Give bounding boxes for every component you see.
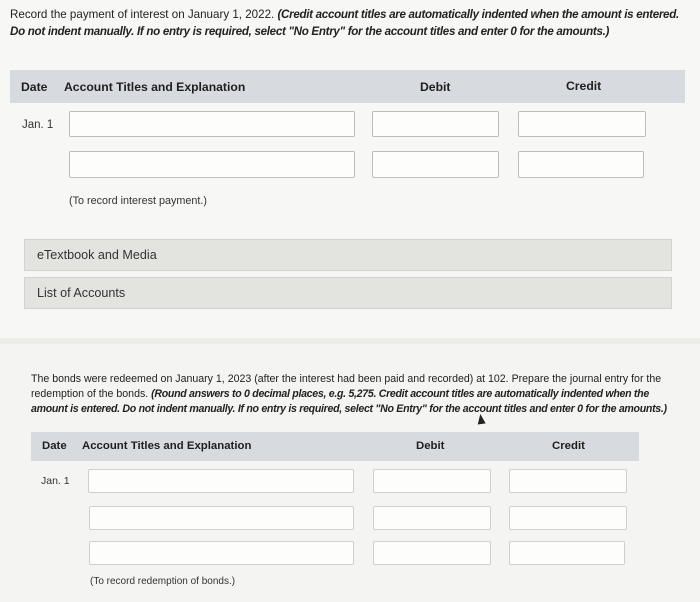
journal-table-header: [31, 432, 639, 461]
header-account-titles: Account Titles and Explanation: [64, 80, 246, 94]
account-title-input-3[interactable]: [89, 541, 354, 565]
debit-input-1[interactable]: [373, 469, 491, 493]
instruction-text: The bonds were redeemed on January 1, 2023 (after the interest had been paid and recorded) at 102. Prepare the journal entry for the redemption of the bonds.: [31, 373, 662, 400]
redemption-instructions: [31, 372, 671, 417]
credit-input-3[interactable]: [509, 541, 625, 565]
journal-table-header: [10, 70, 685, 103]
account-title-input-1[interactable]: [69, 111, 355, 137]
credit-input-2[interactable]: [518, 151, 644, 178]
header-account-titles: Account Titles and Explanation: [82, 440, 252, 452]
header-credit: Credit: [552, 440, 585, 452]
header-debit: Debit: [420, 80, 451, 94]
header-date: Date: [21, 80, 48, 94]
entry-date: Jan. 1: [41, 475, 70, 487]
credit-input-1[interactable]: [509, 469, 627, 493]
list-of-accounts-link[interactable]: List of Accounts: [24, 277, 672, 309]
entry-date: Jan. 1: [22, 119, 54, 131]
debit-input-1[interactable]: [372, 111, 499, 137]
redemption-entry-note: (To record redemption of bonds.): [90, 576, 236, 587]
debit-input-2[interactable]: [372, 151, 499, 178]
header-date: Date: [42, 440, 67, 452]
interest-instructions: [10, 6, 695, 40]
bond-redemption-panel: [0, 344, 700, 602]
debit-input-2[interactable]: [373, 506, 491, 530]
mouse-cursor-icon: [476, 413, 485, 424]
credit-input-2[interactable]: [509, 506, 627, 530]
account-title-input-1[interactable]: [88, 469, 354, 493]
interest-entry-note: (To record interest payment.): [69, 195, 208, 207]
instruction-emphasis: (Round answers to 0 decimal places, e.g. 5,275. Credit account titles are automatically indented when the amount is entered. Do not indent manually. If no entry is required, select "No Entry" for the account titles and enter 0 for the amounts.): [31, 388, 667, 415]
credit-input-1[interactable]: [518, 111, 646, 137]
header-debit: Debit: [416, 440, 445, 452]
debit-input-3[interactable]: [373, 541, 491, 565]
instruction-emphasis: (Credit account titles are automatically indented when the amount is entered. Do not indent manually. If no entry is required, select "No Entry" for the account titles and enter 0 for the amounts.): [10, 8, 679, 38]
header-credit: Credit: [566, 79, 602, 93]
etextbook-media-link[interactable]: eTextbook and Media: [24, 239, 672, 271]
instruction-text: Record the payment of interest on January 1, 2022.: [10, 8, 278, 21]
account-title-input-2[interactable]: [89, 506, 354, 530]
account-title-input-2[interactable]: [69, 151, 355, 178]
